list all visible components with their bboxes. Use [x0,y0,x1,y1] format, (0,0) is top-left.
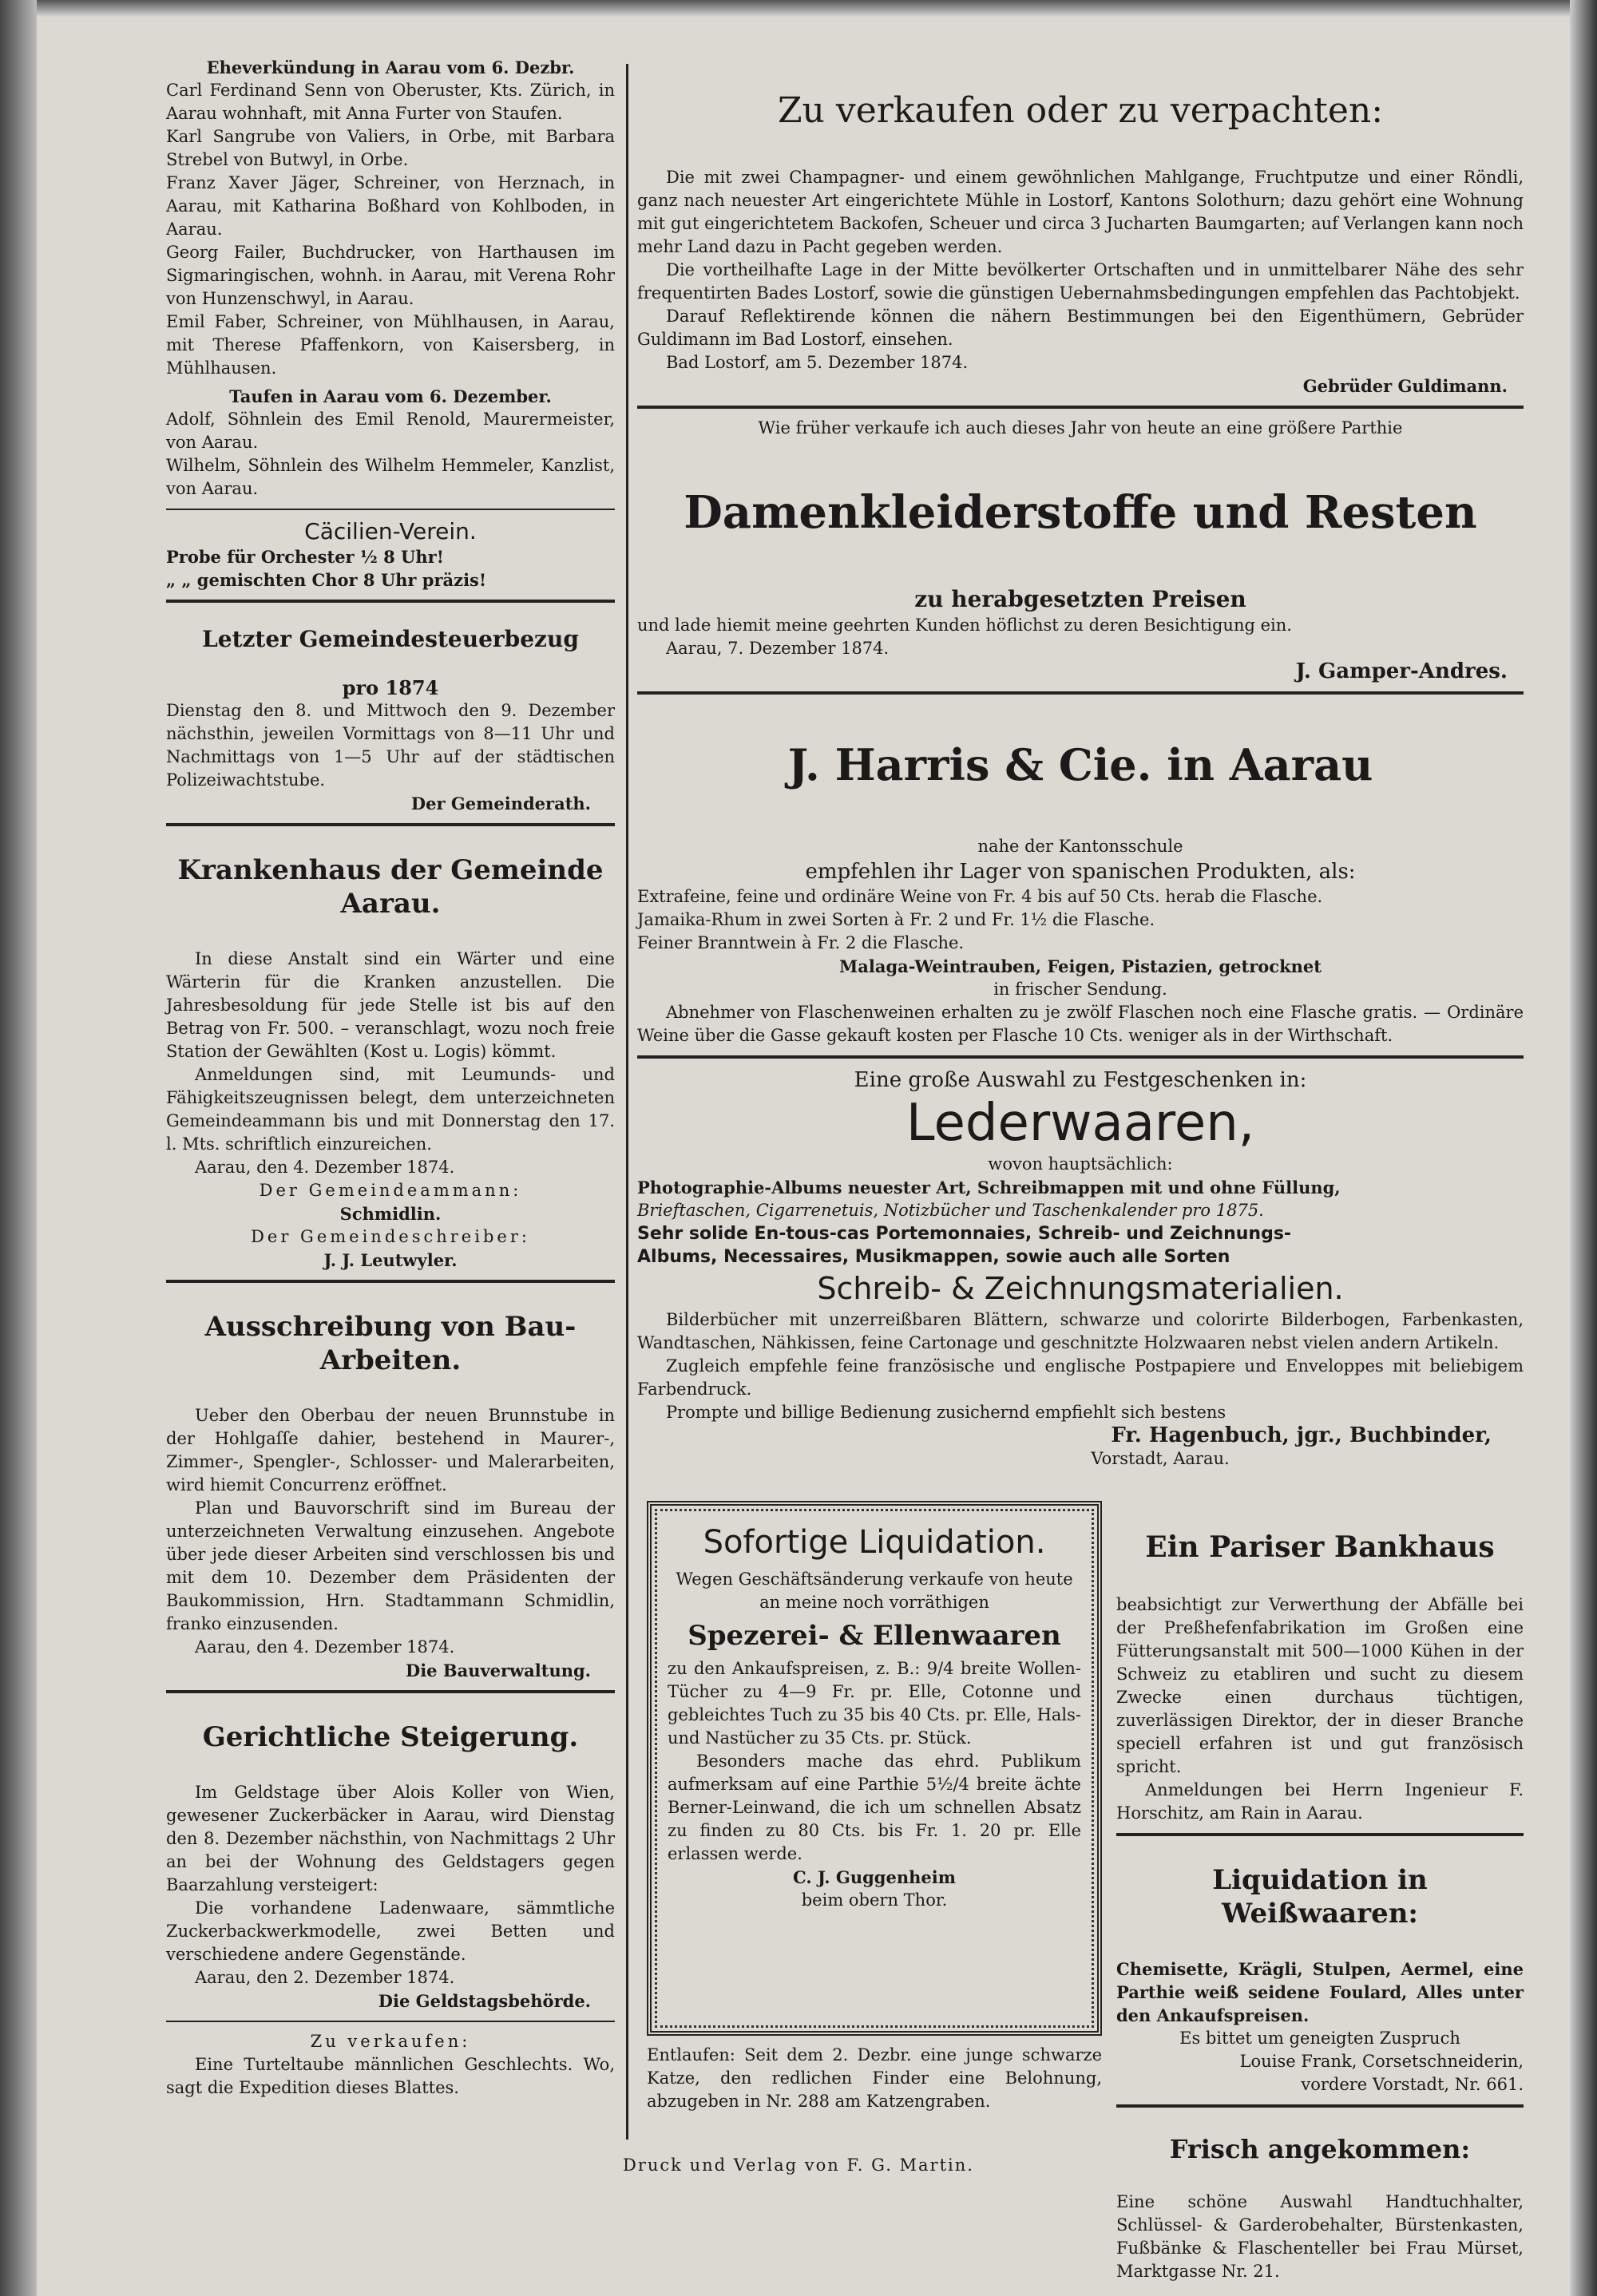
leder-p2: Zugleich empfehle feine französische und englische Postpapiere und Enveloppes mit beliebigem Farbendruck. [637,1356,1524,1399]
bau-p1: Ueber den Oberbau der neuen Brunnstube in der Hohlgaſſe dahier, bestehend in Maurer-, Zimmer-, Spengler-, Schlosser- und Malerarbeiten, wird hiemit Concurrenz eröffnet. [166,1406,615,1494]
divider [166,1280,615,1283]
harris-line: Feiner Branntwein à Fr. 2 die Flasche. [637,933,965,952]
liquidation-box [647,1501,1102,2036]
divider [166,1690,615,1693]
steig-sign: Die Geldstagsbehörde. [378,1991,591,2011]
entl-p: Entlaufen: Seit dem 2. Dezbr. eine junge schwarze Katze, den redlichen Finder eine Belohnung, abzugeben in Nr. 288 am Katzengraben. [647,2045,1102,2111]
steig-title: Gerichtliche Steigerung. [202,1721,579,1753]
weiss-p1: Chemisette, Krägli, Stulpen, Aermel, eine Parthie weiß seidene Foulard, Alles unter den Ankaufspreisen. [1116,1959,1524,2025]
bau-date: Aarau, den 4. Dezember 1874. [195,1637,455,1657]
dam-p: und lade hiemit meine geehrten Kunden höflichst zu deren Besichtigung ein. [637,616,1292,635]
leder-title2: Schreib- & Zeichnungsmaterialien. [817,1271,1344,1306]
leder-line: Albums, Necessaires, Musikmappen, sowie auch alle Sorten [637,1247,1230,1267]
verk-body: Eine Turteltaube männlichen Geschlechts. Wo, sagt die Expedition dieses Blattes. [166,2055,615,2097]
harris-line: Extrafeine, feine und ordinäre Weine von Fr. 4 bis auf 50 Cts. herab die Flasche. [637,887,1323,906]
verk-title: Zu verkaufen: [310,2032,471,2051]
bau-title: Ausschreibung von Bau-Arbeiten. [204,1311,577,1376]
frisch-title: Frisch angekommen: [1169,2134,1471,2164]
weiss-sign2: vordere Vorstadt, Nr. 661. [1301,2075,1524,2094]
leder-p1: Bilderbücher mit unzerreißbaren Blättern, schwarze und colorirte Bilderbogen, Farbenkasten, Wandtaschen, Nähkissen, feine Cartonage und geschnitzte Holzwaaren nebst vielen andern Artikeln. [637,1310,1524,1352]
divider [166,509,615,510]
liq-sign2: beim obern Thor. [801,1890,948,1910]
weiss-p2: Es bittet um geneigten Zuspruch [1179,2029,1460,2048]
bau-sign: Die Bauverwaltung. [405,1661,591,1680]
ehe-title: Eheverkündung in Aarau vom 6. Dezbr. [206,57,575,77]
leder-line: Photographie-Albums neuester Art, Schreibmappen mit und ohne Füllung, [637,1178,1341,1197]
scan-right-edge [1570,0,1597,2296]
leder-p3: Prompte und billige Bedienung zusichernd empfiehlt sich bestens [666,1403,1226,1422]
ehe-entry: Georg Failer, Buchdrucker, von Harthausen im Sigmaringischen, wohnh. in Aarau, mit Verena Rohr von Hunzenschwyl, in Aarau. [166,243,615,308]
imprint-footer: Druck und Verlag von F. G. Martin. [623,2155,974,2175]
leder-sub: wovon hauptsächlich: [988,1154,1173,1174]
frisch-p: Eine schöne Auswahl Handtuchhalter, Schlüssel- & Garderobehalter, Bürstenkasten, Fußbänke & Flaschenteller bei Frau Mürset, Marktgasse Nr. 21. [1116,2192,1524,2281]
harris-sub: nahe der Kantonsschule [977,837,1183,856]
bank-p1: beabsichtigt zur Verwerthung der Abfälle bei der Preßhefenfabrikation im Großen eine Fütterungsanstalt mit 500—1000 Kühen in der Schweiz zu etabliren und sucht zu diesem Zwecke einen durchaus tüchtigen, zuverlässigen Direktor, der in dieser Branche speciell erfahren ist und gut französisch spricht. [1116,1595,1524,1776]
dam-intro: Wie früher verkaufe ich auch dieses Jahr von heute an eine größere Parthie [758,418,1403,437]
ehe-entry: Karl Sangrube von Valiers, in Orbe, mit Barbara Strebel von Butwyl, in Orbe. [166,127,615,169]
kranken-title: Krankenhaus der Gemeinde Aarau. [177,854,604,920]
weiss-sign: Louise Frank, Corsetschneiderin, [1239,2052,1524,2071]
divider [637,691,1524,695]
bau-p2: Plan und Bauvorschrift sind im Bureau der unterzeichneten Verwaltung einzusehen. Angebote über jede dieser Arbeiten sind verschlossen bis und mit dem 10. Dezember dem Präsidenten der Baukommission, Hrn. Stadtammann Schmidlin, franko einzusenden. [166,1498,615,1633]
ehe-list [166,79,615,380]
scan-top-edge [0,0,1597,18]
scan-left-edge [0,0,37,2296]
taufen-entry: Adolf, Söhnlein des Emil Renold, Maurermeister, von Aarau. [166,410,615,452]
ehe-entry: Emil Faber, Schreiner, von Mühlhausen, in Aarau, mit Therese Pfaffenkorn, von Kaisersberg, in Mühlhausen. [166,312,615,378]
weiss-title: Liquidation in Weißwaaren: [1212,1864,1428,1930]
bank-title: Ein Pariser Bankhaus [1145,1530,1495,1564]
liq-p1: Wegen Geschäftsänderung verkaufe von heute an meine noch vorräthigen [676,1570,1073,1612]
taufen-title: Taufen in Aarau vom 6. Dezember. [229,386,552,406]
steuer-sub: pro 1874 [342,676,439,699]
kranken-sign1: Der Gemeindeammann: [259,1181,522,1200]
bank-p2: Anmeldungen bei Herrn Ingenieur F. Horschitz, am Rain in Aarau. [1116,1780,1524,1823]
liq-title: Sofortige Liquidation. [703,1524,1046,1561]
caecilien-line: Probe für Orchester ½ 8 Uhr! [166,547,444,567]
ehe-entry: Franz Xaver Jäger, Schreiner, von Herznach, in Aarau, mit Katharina Boßhard von Kohlboden, in Aarau. [166,173,615,239]
leder-intro: Eine große Auswahl zu Festgeschenken in: [854,1068,1307,1092]
column-divider [626,64,628,2140]
left-column [166,56,615,2100]
leder-line: Brieftaschen, Cigarrenetuis, Notizbücher und Taschenkalender pro 1875. [637,1201,1264,1220]
dam-title: Damenkleiderstoffe und Resten [684,486,1477,539]
leder-line: Sehr solide En-tous-cas Portemonnaies, Schreib- und Zeichnungs- [637,1224,1292,1244]
caecilien-title: Cäcilien-Verein. [304,518,477,544]
right-column [637,56,1524,1471]
caecilien-line: „ „ gemischten Chor 8 Uhr präzis! [166,570,487,590]
taufen-entry: Wilhelm, Söhnlein des Wilhelm Hemmeler, Kanzlist, von Aarau. [166,456,615,498]
muehle-date: Bad Lostorf, am 5. Dezember 1874. [666,353,969,372]
liq-sign: C. J. Guggenheim [793,1867,956,1887]
kranken-p1: In diese Anstalt sind ein Wärter und eine Wärterin für die Kranken anzustellen. Die Jahresbesoldung für jede Stelle ist bis auf den Betrag von Fr. 500. – veranschlagt, wozu noch freie Station der Gewählten (Kost u. Logis) kömmt. [166,949,615,1061]
liq-p3: Besonders mache das ehrd. Publikum aufmerksam auf eine Parthie 5½/4 breite ächte Berner-Leinwand, die ich um schnellen Absatz zu finden zu 80 Cts. bis Fr. 1. 20 pr. Elle erlassen werde. [668,1752,1081,1863]
divider [166,600,615,603]
steuer-body: Dienstag den 8. und Mittwoch den 9. Dezember nächsthin, jeweilen Vormittags von 8—11 Uhr und Nachmittags von 1—5 Uhr auf der städtischen Polizeiwachtstube. [166,701,615,790]
harris-line: Jamaika-Rhum in zwei Sorten à Fr. 2 und Fr. 1½ die Flasche. [637,910,1155,929]
liq-title2: Spezerei- & Ellenwaaren [688,1620,1061,1652]
harris-line: in frischer Sendung. [993,980,1167,999]
harris-intro: empfehlen ihr Lager von spanischen Produkten, als: [805,860,1356,884]
steuer-sign: Der Gemeinderath. [410,794,591,813]
muehle-p1: Die mit zwei Champagner- und einem gewöhnlichen Mahlgange, Fruchtputze und einer Röndli, ganz nach neuester Art eingerichtete Mühle in Lostorf, Kantons Solothurn; dazu gehört eine Wohnung mit gut eingerichtetem Backofen, Scheuer und circa 3 Jucharten Baumgarten; auf Verlangen kann noch mehr Land dazu in Pacht gegeben werden. [637,168,1524,256]
steig-p2: Die vorhandene Ladenwaare, sämmtliche Zuckerbackwerkmodelle, zwei Betten und verschiedene andere Gegenstände. [166,1898,615,1964]
divider [637,406,1524,409]
kranken-name2: J. J. Leutwyler. [323,1250,458,1270]
divider [166,2021,615,2022]
harris-line: Malaga-Weintrauben, Feigen, Pistazien, getrocknet [839,956,1322,976]
ehe-entry: Carl Ferdinand Senn von Oberuster, Kts. Zürich, in Aarau wohnhaft, mit Anna Furter von Staufen. [166,81,615,123]
leder-sign: Fr. Hagenbuch, jgr., Buchbinder, [1111,1423,1492,1447]
divider [637,1055,1524,1059]
muehle-p2: Die vortheilhafte Lage in der Mitte bevölkerter Ortschaften und in unmittelbarer Nähe des sehr frequentirten Bades Lostorf, sowie die günstigen Uebernahmsbedingungen empfehlen das Pachtobjekt. [637,260,1524,303]
divider [1116,2104,1524,2108]
dam-sign: J. Gamper-Andres. [1295,659,1508,683]
dam-sub: zu herabgesetzten Preisen [914,586,1246,612]
divider [166,823,615,826]
steig-date: Aarau, den 2. Dezember 1874. [195,1968,455,1987]
muehle-sign: Gebrüder Guldimann. [1302,376,1508,396]
kranken-p2: Anmeldungen sind, mit Leumunds- und Fähigkeitszeugnissen belegt, dem unterzeichneten Gemeindeammann bis und mit Donnerstag den 17. l. Mts. schriftlich einzureichen. [166,1065,615,1154]
harris-title: J. Harris & Cie. in Aarau [787,739,1373,790]
leder-title: Lederwaaren, [905,1094,1255,1153]
divider [1116,1833,1524,1836]
kranken-date: Aarau, den 4. Dezember 1874. [195,1158,455,1177]
steuer-title: Letzter Gemeindesteuerbezug [202,626,579,652]
dam-date: Aarau, 7. Dezember 1874. [666,639,890,658]
kranken-sign2: Der Gemeindeschreiber: [251,1227,530,1246]
steig-p1: Im Geldstage über Alois Koller von Wien, gewesener Zuckerbäcker in Aarau, wird Dienstag den 8. Dezember nächsthin, von Nachmittags 2 Uhr an bei der Wohnung des Geldstagers gegen Baarzahlung versteigert: [166,1783,615,1894]
kranken-name1: Schmidlin. [339,1204,442,1224]
harris-p: Abnehmer von Flaschenweinen erhalten zu je zwölf Flaschen noch eine Flasche gratis. — Ordinäre Weine über die Gasse gekauft kosten per Flasche 10 Cts. weniger als in der Wirthschaft. [637,1003,1524,1045]
leder-sign2: Vorstadt, Aarau. [1091,1449,1230,1468]
liquidation-box-content [668,1522,1081,1912]
liq-p2: zu den Ankaufspreisen, z. B.: 9/4 breite Wollen-Tücher zu 4—9 Fr. pr. Elle, Cotonne und gebleichtes Tuch zu 35 bis 40 Cts. pr. Elle, Hals- und Nastücher zu 35 Cts. pr. Stück. [668,1659,1081,1748]
muehle-p3: Darauf Reflektirende können die nähern Bestimmungen bei den Eigenthümern, Gebrüder Guldimann im Bad Lostorf, einsehen. [637,307,1524,349]
muehle-title: Zu verkaufen oder zu verpachten: [777,90,1384,131]
